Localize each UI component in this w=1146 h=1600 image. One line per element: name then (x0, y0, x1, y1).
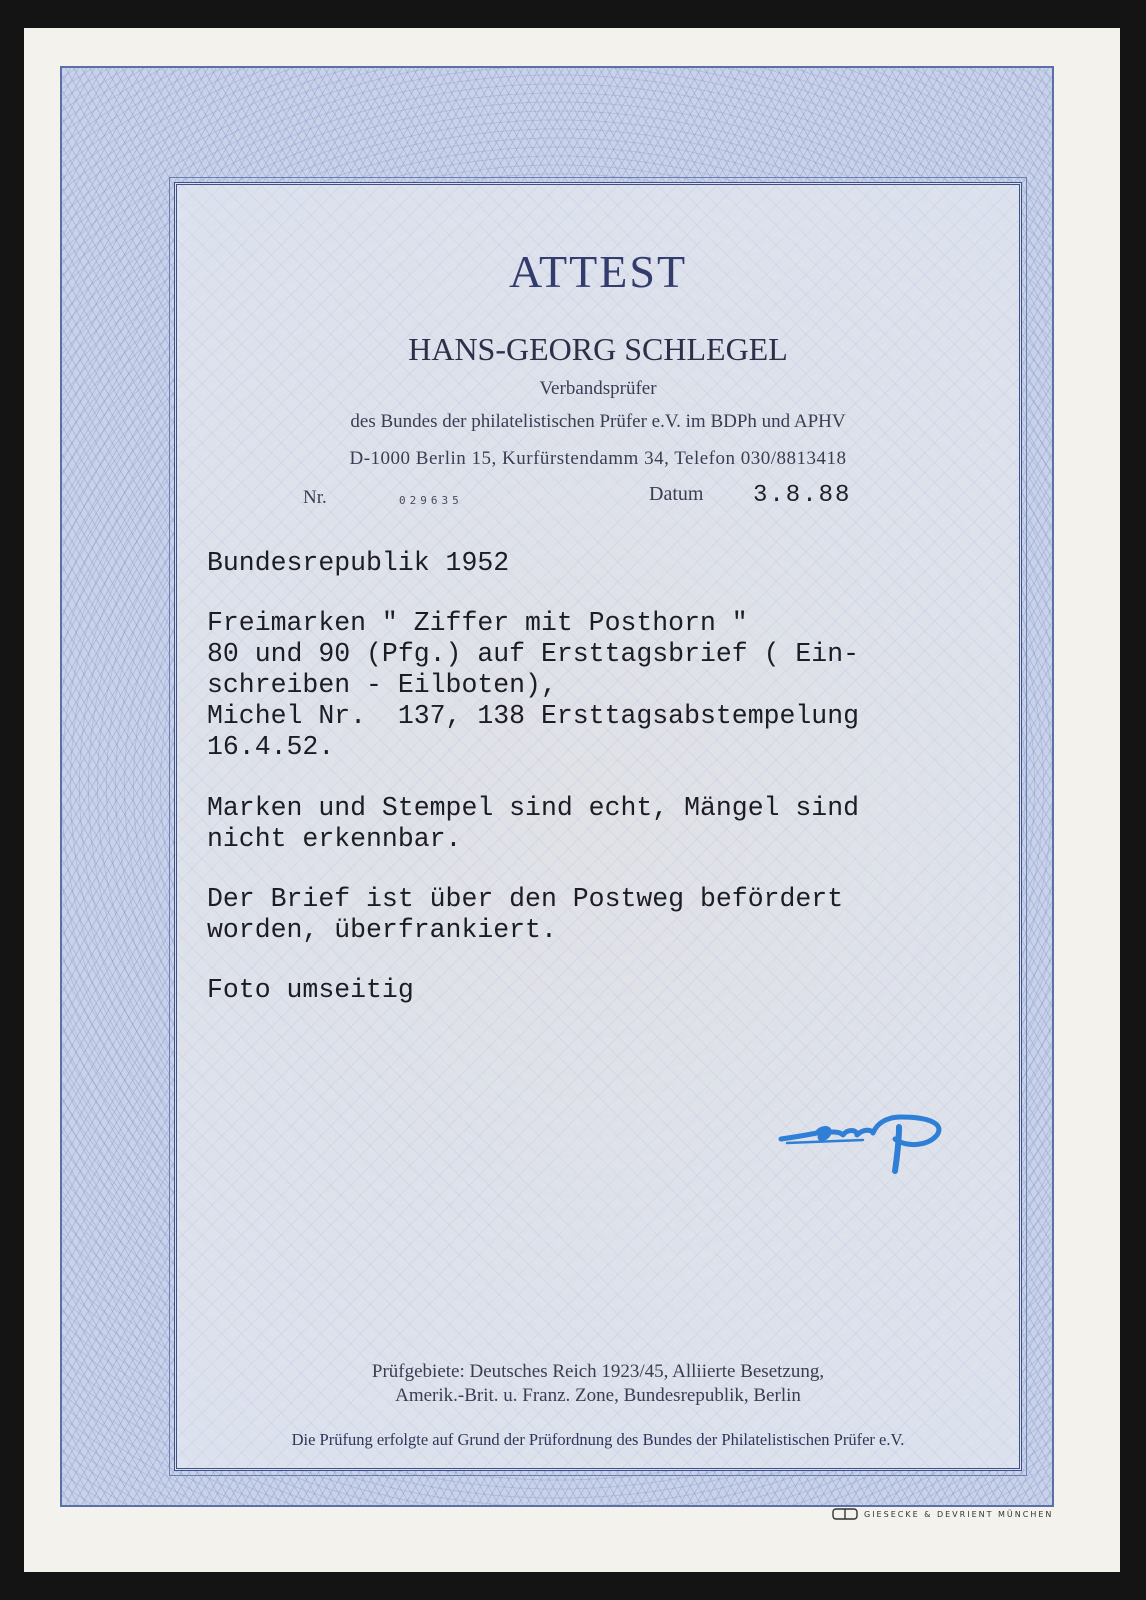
certificate-title: ATTEST (508, 246, 688, 297)
number-label: Nr. (303, 487, 327, 508)
examiner-name: HANS-GEORG SCHLEGEL (408, 331, 788, 367)
footer-exam-areas-line1: Prüfgebiete: Deutsches Reich 1923/45, Alliierte Besetzung, (371, 1361, 825, 1382)
certificate-date: 3.8.88 (753, 482, 852, 509)
body-paragraph-authenticity: Marken und Stempel sind echt, Mängel sind nicht erkennbar. (207, 793, 860, 854)
printer-imprint-text: GIESECKE & DEVRIENT MÜNCHEN (864, 1509, 1054, 1519)
association-line: des Bundes der philatelistischen Prüfer e.V. im BDPh und APHV (350, 411, 846, 432)
footer-exam-areas-line2: Amerik.-Brit. u. Franz. Zone, Bundesrepublik, Berlin (395, 1385, 801, 1406)
footer-regulation-note: Die Prüfung erfolgte auf Grund der Prüfordnung des Bundes der Philatelistischen Prüfer e.V. (291, 1430, 905, 1449)
certificate-number: 029635 (399, 494, 463, 507)
body-paragraph-photo: Foto umseitig (207, 975, 414, 1005)
certificate-panel (174, 182, 1022, 1471)
examiner-role: Verbandsprüfer (539, 378, 657, 399)
certificate-sheet (24, 28, 1120, 1572)
printer-imprint (832, 1508, 1053, 1520)
body-paragraph-description: Freimarken " Ziffer mit Posthorn " 80 und 90 (Pfg.) auf Ersttagsbrief ( Ein- schreiben - Eilboten), Michel Nr. 137, 138 Ersttagsabstempelung 16.4.52. (207, 608, 860, 762)
handwritten-signature (777, 1109, 967, 1179)
body-paragraph-country: Bundesrepublik 1952 (207, 548, 510, 578)
body-paragraph-postal: Der Brief ist über den Postweg befördert worden, überfrankiert. (207, 884, 844, 945)
date-label: Datum (649, 483, 704, 505)
address-line: D-1000 Berlin 15, Kurfürstendamm 34, Telefon 030/8813418 (349, 448, 847, 469)
printer-logo-icon (832, 1508, 858, 1520)
guilloche-outer-border (60, 66, 1054, 1507)
